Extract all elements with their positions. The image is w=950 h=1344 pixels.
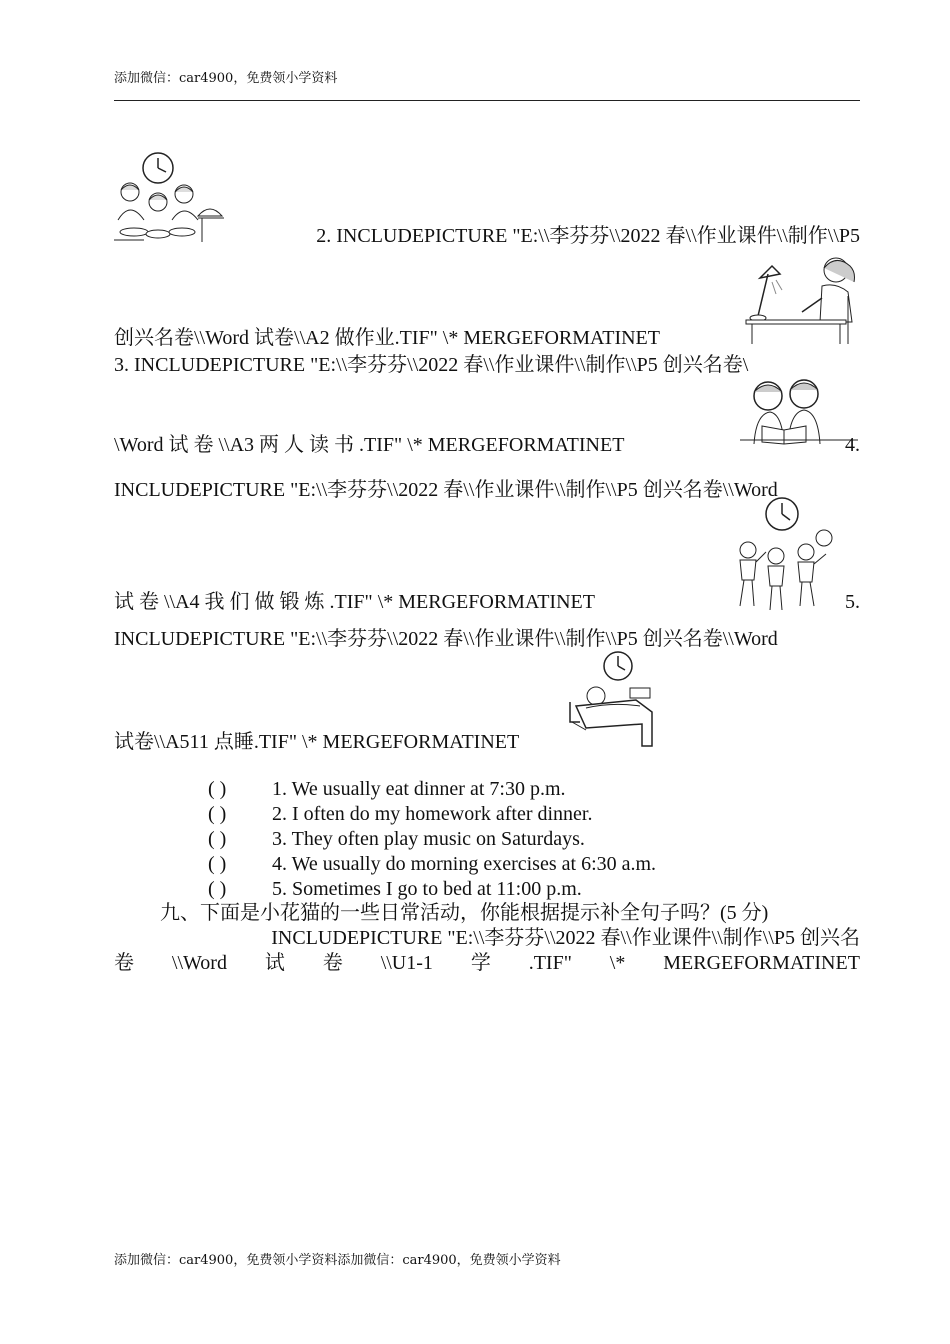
section-9-include-line-2 <box>114 951 860 975</box>
include-line-4-row <box>114 433 860 457</box>
section-9-include-line-1: INCLUDEPICTURE "E:\\李芬芬\\2022 春\\作业课件\\制作\\P5 创兴名 <box>271 927 860 949</box>
answer-blank-3[interactable]: ( ) <box>208 828 227 850</box>
include-line-6-row <box>114 590 860 614</box>
include-line-3: 3. INCLUDEPICTURE "E:\\李芬芬\\2022 春\\作业课件\\制作\\P5 创兴名卷\ <box>114 354 749 376</box>
word: 试 <box>264 952 285 974</box>
answer-blank-1[interactable]: ( ) <box>208 778 227 800</box>
include-line-7: INCLUDEPICTURE "E:\\李芬芬\\2022 春\\作业课件\\制作\\P5 创兴名卷\\Word <box>114 628 778 650</box>
question-2 <box>208 802 592 826</box>
word: 卷 <box>322 952 343 974</box>
question-3 <box>208 827 585 851</box>
question-5-text: 5. Sometimes I go to bed at 11:00 p.m. <box>272 878 582 900</box>
include-line-6-number: 5. <box>845 591 860 613</box>
answer-blank-4[interactable]: ( ) <box>208 853 227 875</box>
answer-blank-2[interactable]: ( ) <box>208 803 227 825</box>
word: 学 <box>470 952 491 974</box>
include-line-1: 2. INCLUDEPICTURE "E:\\李芬芬\\2022 春\\作业课件\\制作\\P5 <box>316 225 860 247</box>
question-3-text: 3. They often play music on Saturdays. <box>272 828 585 850</box>
question-4-text: 4. We usually do morning exercises at 6:30 a.m. <box>272 853 657 875</box>
include-line-6: 试 卷 \\A4 我 们 做 锻 炼 .TIF" \* MERGEFORMATINET <box>114 591 595 613</box>
page-footer: 添加微信：car4900，免费领小学资料添加微信：car4900，免费领小学资料 <box>114 1253 561 1268</box>
question-2-text: 2. I often do my homework after dinner. <box>272 803 593 825</box>
question-1 <box>208 777 566 801</box>
include-line-4-number: 4. <box>845 434 860 456</box>
question-5 <box>208 877 582 901</box>
header-rule <box>114 100 860 101</box>
include-line-8: 试卷\\A511 点睡.TIF" \* MERGEFORMATINET <box>114 731 520 753</box>
question-4 <box>208 852 656 876</box>
word: .TIF" <box>528 952 572 974</box>
answer-blank-5[interactable]: ( ) <box>208 878 227 900</box>
include-line-2: 创兴名卷\\Word 试卷\\A2 做作业.TIF" \* MERGEFORMATINET <box>114 327 660 349</box>
word: \* <box>609 952 626 974</box>
word: \\Word <box>171 952 227 974</box>
page-header: 添加微信：car4900，免费领小学资料 <box>114 71 338 86</box>
question-1-text: 1. We usually eat dinner at 7:30 p.m. <box>272 778 566 800</box>
word: 卷 <box>114 952 134 974</box>
include-line-5: INCLUDEPICTURE "E:\\李芬芬\\2022 春\\作业课件\\制作\\P5 创兴名卷\\Word <box>114 479 778 501</box>
include-line-4: \Word 试 卷 \\A3 两 人 读 书 .TIF" \* MERGEFORMATINET <box>114 434 625 456</box>
word: \\U1-1 <box>380 952 433 974</box>
word: MERGEFORMATINET <box>663 952 860 974</box>
section-9-title: 九、下面是小花猫的一些日常活动，你能根据提示补全句子吗？(5 分) <box>160 902 769 924</box>
